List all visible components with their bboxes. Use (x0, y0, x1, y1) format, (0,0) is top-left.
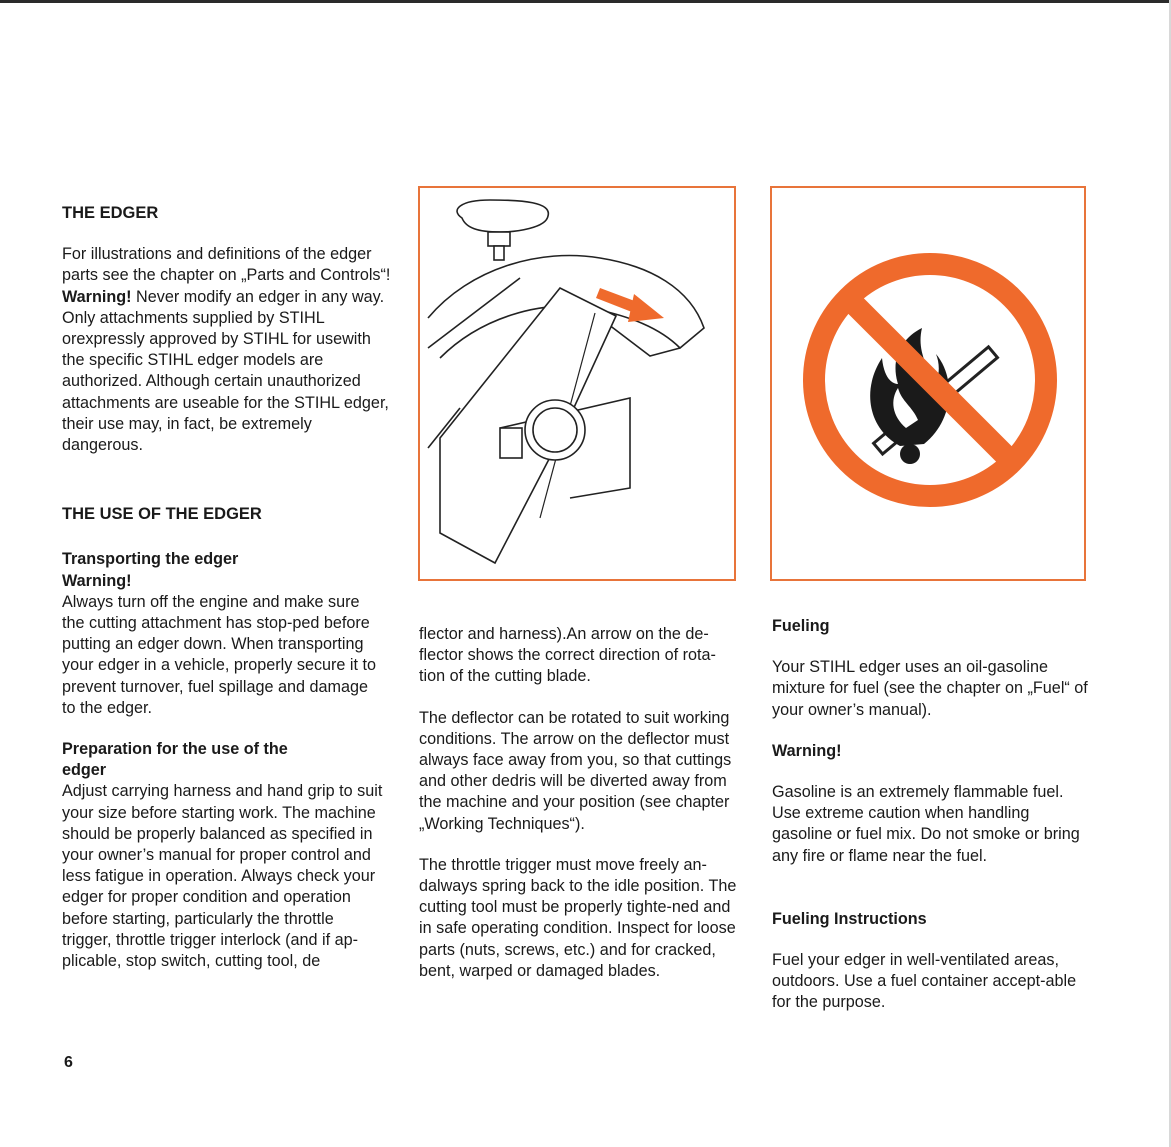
deflector-figure-frame (418, 186, 736, 581)
fuel-warning-heading: Warning! (772, 741, 842, 760)
fueling-instructions-heading: Fueling Instructions (772, 909, 927, 928)
warning-label: Warning! (62, 287, 132, 306)
transport-heading: Transporting the edger (62, 550, 239, 569)
fueling-heading: Fueling (772, 617, 830, 635)
intro-text: For illustrations and definitions of the edger parts see the chapter on „Parts and Controls“! (62, 245, 391, 285)
left-column (62, 203, 392, 972)
fueling-text: Your STIHL edger uses an oil-gasoline mixture for fuel (see the chapter on „Fuel“ of your owner’s manual). (772, 658, 1088, 719)
preparation-heading: Preparation for the use of the edger (62, 740, 288, 780)
fueling-instructions-text: Fuel your edger in well-ventilated areas, outdoors. Use a fuel container accept-able for the purpose. (772, 951, 1077, 1012)
no-open-flame-icon (772, 188, 1084, 579)
middle-paragraph-3: The throttle trigger must move freely an-dalways spring back to the idle position. The cutting tool must be properly tighte-ned and in safe operating condition. Inspect for loose parts (nuts, screws, etc.) and for cracked, bent, warped or damaged blades. (419, 855, 737, 980)
section-title-edger: THE EDGER (62, 204, 159, 222)
fuel-warning-text: Gasoline is an extremely flammable fuel. Use extreme caution when handling gasoline or fuel mix. Do not smoke or bring any fire or flame near the fuel. (772, 783, 1080, 865)
middle-paragraph-2: The deflector can be rotated to suit working conditions. The arrow on the deflector must always face away from you, so that cuttings and other dedris will be diverted away from the machine and your position (see chapter „Working Techniques“). (419, 708, 732, 833)
scan-top-edge (0, 0, 1171, 3)
section-title-use: THE USE OF THE EDGER (62, 505, 262, 524)
middle-column (419, 624, 741, 982)
preparation-text: Adjust carrying harness and hand grip to suit your size before starting work. The machine should be properly balanced as specified in your owner’s manual for proper control and less fatigue in operation. Always check your edger for proper condition and operation before starting, particularly the throttle trigger, throttle trigger interlock (and if ap-plicable, stop switch, cutting tool, de (62, 782, 383, 971)
deflector-rotation-illustration-icon (420, 188, 734, 579)
transport-warning-label: Warning! (62, 571, 132, 590)
transport-text: Always turn off the engine and make sure the cutting attachment has stop-ped before putting an edger down. When transporting your edger in a vehicle, properly secure it to prevent turnover, fuel spillage and damage to the edger. (62, 592, 377, 717)
middle-paragraph-1: flector and harness).An arrow on the de-flector shows the correct direction of rota-tion of the cutting blade. (419, 625, 716, 686)
right-column (772, 616, 1090, 1014)
page-number: 6 (64, 1054, 73, 1071)
intro-paragraph (62, 244, 392, 456)
no-flame-figure-frame (770, 186, 1086, 581)
warning-text: Never modify an edger in any way. Only attachments supplied by STIHL orexpressly approved by STIHL for usewith the specific STIHL edger models are authorized. Although certain unauthorized attachments are useable for the STIHL edger, their use may, in fact, be extremely dangerous. (62, 287, 389, 455)
